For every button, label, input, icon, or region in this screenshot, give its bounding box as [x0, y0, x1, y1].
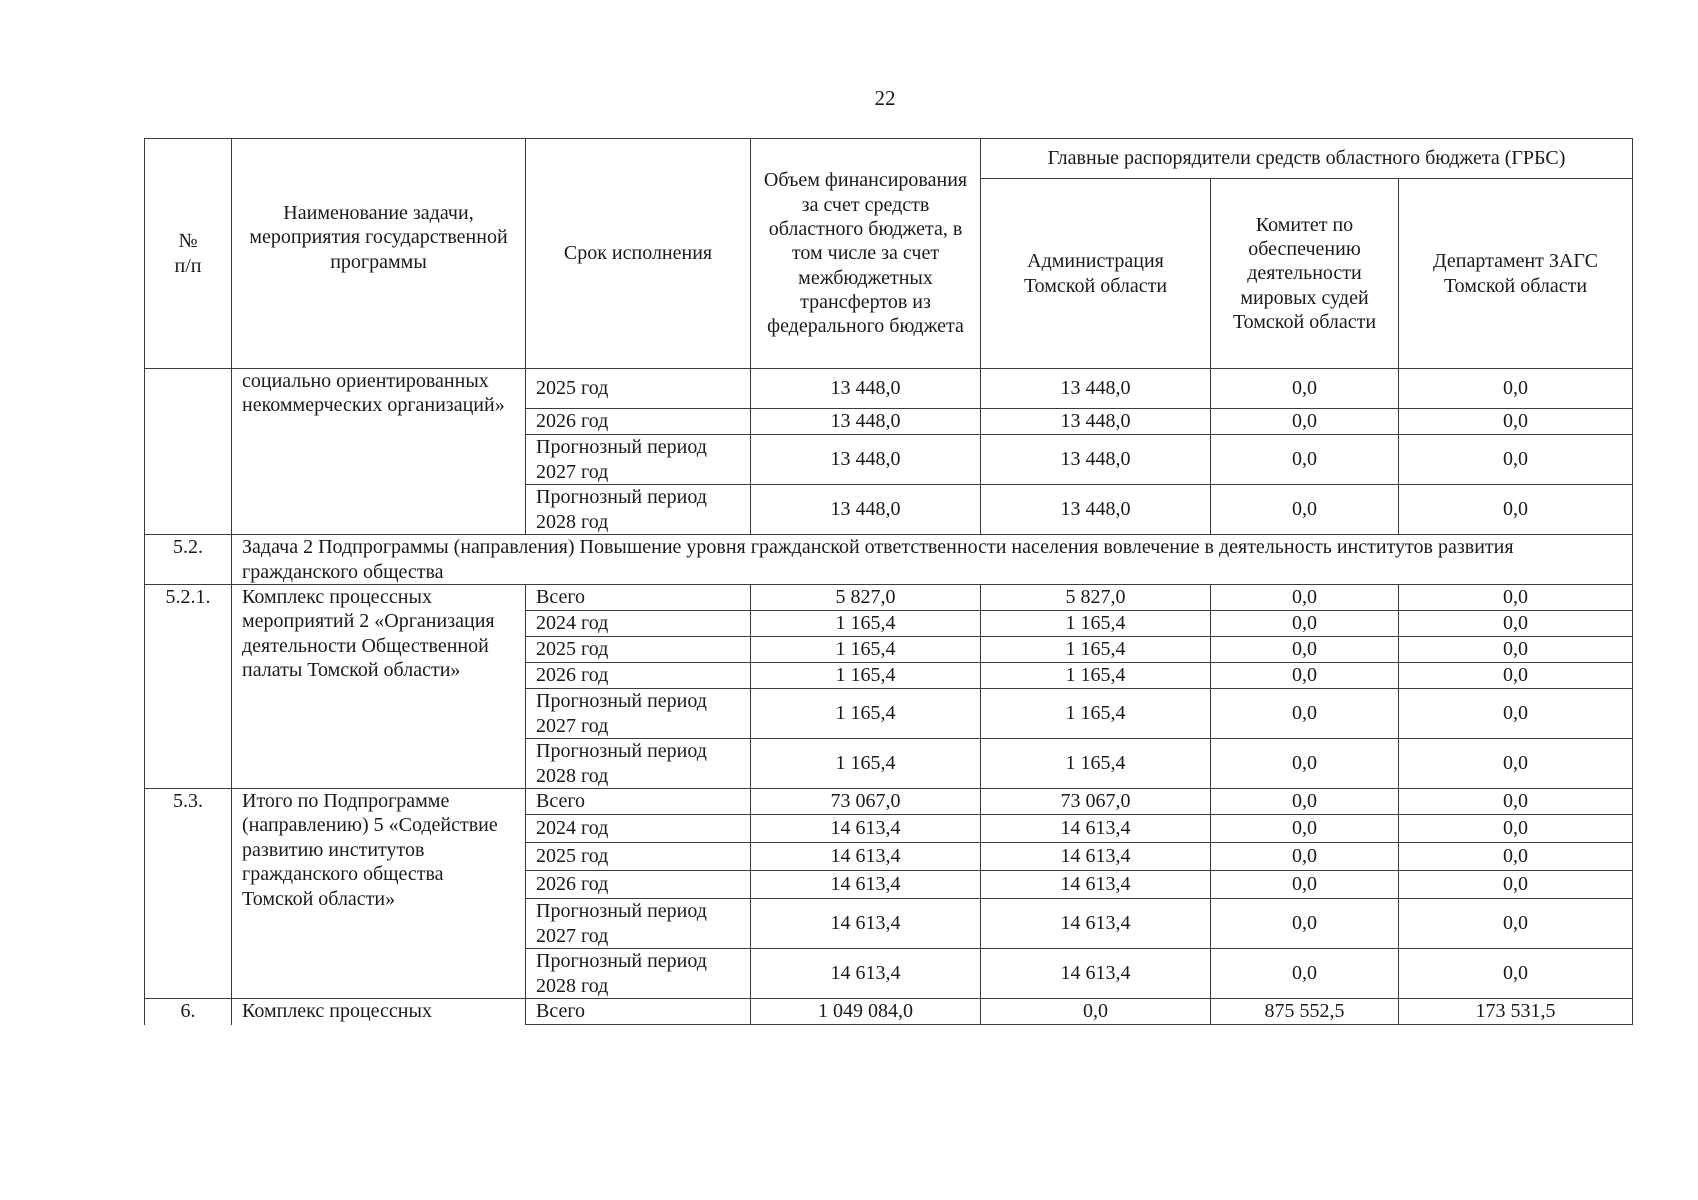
cell-period: 2026 год [526, 409, 751, 435]
cell-zags: 0,0 [1399, 815, 1633, 843]
cell-admin: 1 165,4 [981, 739, 1211, 789]
cell-num: 5.2.1. [145, 585, 232, 789]
cell-zags: 0,0 [1399, 409, 1633, 435]
cell-period: 2024 год [526, 815, 751, 843]
cell-zags: 0,0 [1399, 435, 1633, 485]
cell-zags: 0,0 [1399, 485, 1633, 535]
header-admin: Администрация Томской области [981, 179, 1211, 369]
cell-period: 2024 год [526, 611, 751, 637]
cell-committee: 0,0 [1211, 611, 1399, 637]
cell-zags: 0,0 [1399, 369, 1633, 409]
header-num: № п/п [145, 139, 232, 369]
header-grbs: Главные распорядители средств областного бюджета (ГРБС) [981, 139, 1633, 179]
cell-num: 5.3. [145, 789, 232, 999]
cell-committee: 0,0 [1211, 369, 1399, 409]
cell-num: 5.2. [145, 535, 232, 585]
cell-admin: 5 827,0 [981, 585, 1211, 611]
cell-period: Всего [526, 789, 751, 815]
cell-num [145, 369, 232, 535]
cell-zags: 0,0 [1399, 611, 1633, 637]
cell-committee: 0,0 [1211, 637, 1399, 663]
header-period: Срок исполнения [526, 139, 751, 369]
cell-admin: 73 067,0 [981, 789, 1211, 815]
cell-volume: 13 448,0 [751, 435, 981, 485]
task-row [145, 535, 1633, 585]
cell-period: 2026 год [526, 663, 751, 689]
cell-admin: 13 448,0 [981, 369, 1211, 409]
cell-zags: 0,0 [1399, 585, 1633, 611]
cell-volume: 1 165,4 [751, 689, 981, 739]
cell-volume: 14 613,4 [751, 899, 981, 949]
table-row [145, 369, 1633, 409]
cell-admin: 1 165,4 [981, 611, 1211, 637]
cell-committee: 0,0 [1211, 843, 1399, 871]
cell-admin: 14 613,4 [981, 843, 1211, 871]
header-zags: Департамент ЗАГС Томской области [1399, 179, 1633, 369]
cell-committee: 875 552,5 [1211, 999, 1399, 1025]
cell-volume: 14 613,4 [751, 843, 981, 871]
cell-committee: 0,0 [1211, 949, 1399, 999]
cell-volume: 14 613,4 [751, 949, 981, 999]
cell-zags: 0,0 [1399, 949, 1633, 999]
cell-period: Прогнозный период 2027 год [526, 689, 751, 739]
cell-period: Прогнозный период 2027 год [526, 899, 751, 949]
cell-admin: 1 165,4 [981, 689, 1211, 739]
cell-committee: 0,0 [1211, 585, 1399, 611]
header-volume: Объем финансирования за счет средств областного бюджета, в том числе за счет межбюджетных трансфертов из федерального бюджета [751, 139, 981, 369]
cell-zags: 0,0 [1399, 789, 1633, 815]
cell-num: 6. [145, 999, 232, 1025]
header-name: Наименование задачи, мероприятия государственной программы [232, 139, 526, 369]
cell-name: Комплекс процессных мероприятий 2 «Организация деятельности Общественной палаты Томской области» [232, 585, 526, 789]
cell-volume: 73 067,0 [751, 789, 981, 815]
cell-zags: 0,0 [1399, 843, 1633, 871]
header-committee: Комитет по обеспечению деятельности мировых судей Томской области [1211, 179, 1399, 369]
budget-table [144, 138, 1633, 1025]
cell-admin: 13 448,0 [981, 409, 1211, 435]
cell-committee: 0,0 [1211, 409, 1399, 435]
cell-volume: 13 448,0 [751, 409, 981, 435]
cell-zags: 0,0 [1399, 871, 1633, 899]
header-row-1 [145, 139, 1633, 179]
cell-admin: 0,0 [981, 999, 1211, 1025]
table-row [145, 585, 1633, 611]
cell-volume: 1 165,4 [751, 663, 981, 689]
task-text: Задача 2 Подпрограммы (направления) Повышение уровня гражданской ответственности населения вовлечение в деятельность институтов развития гражданского общества [232, 535, 1633, 585]
cell-admin: 1 165,4 [981, 637, 1211, 663]
cell-volume: 13 448,0 [751, 485, 981, 535]
cell-period: Всего [526, 585, 751, 611]
cell-period: 2025 год [526, 637, 751, 663]
cell-volume: 14 613,4 [751, 871, 981, 899]
cell-committee: 0,0 [1211, 663, 1399, 689]
cell-name: социально ориентированных некоммерческих организаций» [232, 369, 526, 535]
cell-name: Комплекс процессных [232, 999, 526, 1025]
cell-committee: 0,0 [1211, 871, 1399, 899]
cell-volume: 1 165,4 [751, 611, 981, 637]
cell-volume: 14 613,4 [751, 815, 981, 843]
cell-admin: 14 613,4 [981, 815, 1211, 843]
table-row [145, 999, 1633, 1025]
cell-committee: 0,0 [1211, 435, 1399, 485]
cell-period: Прогнозный период 2028 год [526, 485, 751, 535]
cell-committee: 0,0 [1211, 739, 1399, 789]
cell-period: 2026 год [526, 871, 751, 899]
table-row [145, 789, 1633, 815]
cell-zags: 0,0 [1399, 739, 1633, 789]
cell-zags: 0,0 [1399, 899, 1633, 949]
cell-committee: 0,0 [1211, 485, 1399, 535]
cell-period: Всего [526, 999, 751, 1025]
cell-zags: 0,0 [1399, 663, 1633, 689]
cell-committee: 0,0 [1211, 899, 1399, 949]
cell-volume: 1 049 084,0 [751, 999, 981, 1025]
cell-name: Итого по Подпрограмме (направлению) 5 «Содействие развитию институтов гражданского общества Томской области» [232, 789, 526, 999]
cell-period: Прогнозный период 2028 год [526, 739, 751, 789]
page-number: 22 [874, 86, 896, 110]
cell-committee: 0,0 [1211, 815, 1399, 843]
cell-admin: 14 613,4 [981, 871, 1211, 899]
cell-committee: 0,0 [1211, 689, 1399, 739]
cell-volume: 13 448,0 [751, 369, 981, 409]
cell-admin: 1 165,4 [981, 663, 1211, 689]
cell-period: 2025 год [526, 843, 751, 871]
cell-volume: 1 165,4 [751, 739, 981, 789]
cell-period: 2025 год [526, 369, 751, 409]
cell-volume: 1 165,4 [751, 637, 981, 663]
cell-admin: 14 613,4 [981, 899, 1211, 949]
cell-period: Прогнозный период 2027 год [526, 435, 751, 485]
cell-zags: 0,0 [1399, 637, 1633, 663]
cell-period: Прогнозный период 2028 год [526, 949, 751, 999]
cell-zags: 0,0 [1399, 689, 1633, 739]
cell-admin: 14 613,4 [981, 949, 1211, 999]
cell-admin: 13 448,0 [981, 435, 1211, 485]
cell-zags: 173 531,5 [1399, 999, 1633, 1025]
cell-volume: 5 827,0 [751, 585, 981, 611]
cell-committee: 0,0 [1211, 789, 1399, 815]
cell-admin: 13 448,0 [981, 485, 1211, 535]
